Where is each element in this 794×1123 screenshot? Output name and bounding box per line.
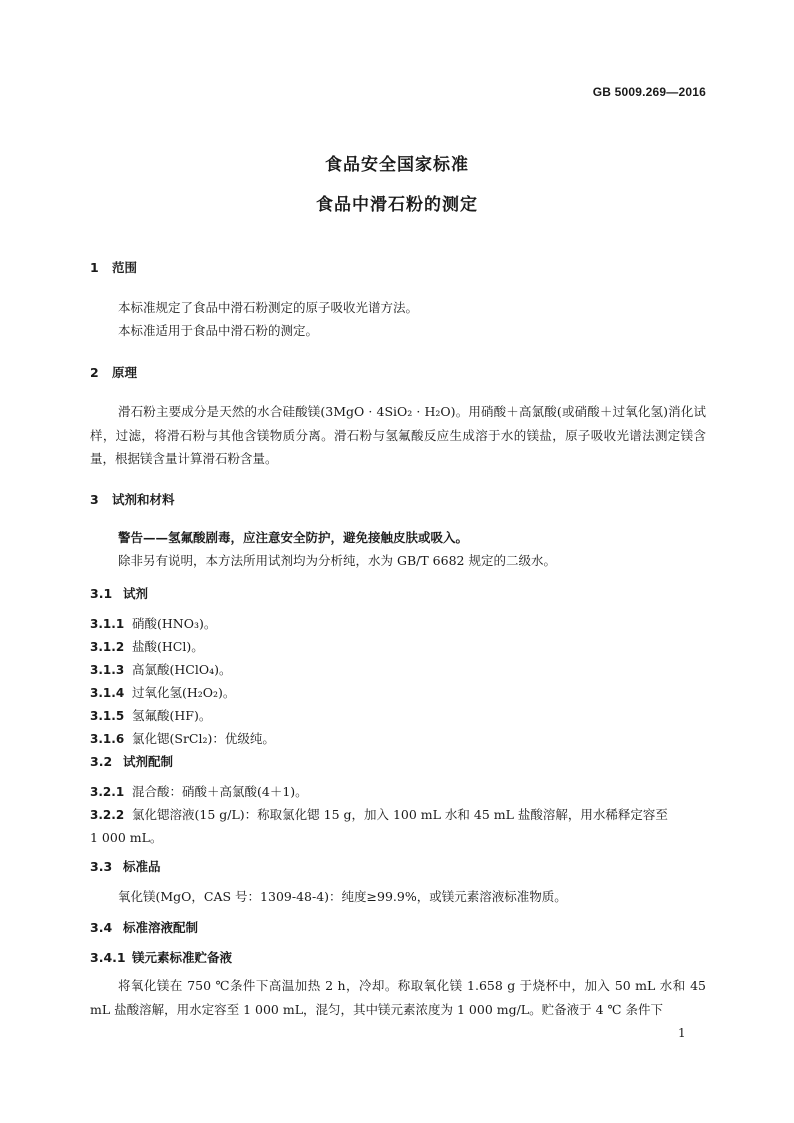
section-title: 试剂和材料	[112, 492, 175, 507]
section-number: 1	[90, 260, 99, 275]
subsection-heading-preparation	[90, 752, 173, 770]
section-number: 3	[90, 492, 99, 507]
section-heading-scope	[90, 258, 137, 276]
item-text: 硝酸(HNO₃)。	[132, 616, 217, 631]
standard-number: GB 5009.269—2016	[592, 85, 706, 99]
item-text: 氯化锶(SrCl₂)：优级纯。	[132, 731, 275, 746]
reagent-item	[90, 614, 216, 632]
subsection-number: 3.4	[90, 920, 113, 935]
section-title: 范围	[112, 260, 138, 275]
reagent-item	[90, 683, 235, 701]
subsection-number: 3.2	[90, 754, 113, 769]
subsection-heading-standard	[90, 857, 161, 875]
item-text: 过氧化氢(H₂O₂)。	[132, 685, 236, 700]
item-number: 3.1.1	[90, 617, 125, 631]
section-number: 2	[90, 365, 99, 380]
standard-material-text: 氧化镁(MgO，CAS 号：1309-48-4)：纯度≥99.9%，或镁元素溶液标准物质。	[118, 889, 567, 904]
section-heading-reagents	[90, 490, 175, 508]
reagent-item	[90, 706, 211, 724]
reagent-item	[90, 637, 204, 655]
scope-line-2: 本标准适用于食品中滑石粉的测定。	[118, 323, 319, 338]
preparation-item	[90, 805, 668, 823]
principle-paragraph: 滑石粉主要成分是天然的水合硅酸镁(3MgO · 4SiO₂ · H₂O)。用硝酸＋高氯酸(或硝酸＋过氧化氢)消化试样，过滤，将滑石粉与其他含镁物质分离。滑石粉与氢氟酸反应生成溶于水的镁盐，原子吸收光谱法测定镁含量，根据镁含量计算滑石粉含量。	[90, 404, 706, 466]
subsection-number: 3.1	[90, 586, 113, 601]
item-number: 3.1.3	[90, 663, 125, 677]
subsection-heading-standard-solution	[90, 918, 198, 936]
item-text: 高氯酸(HClO₄)。	[132, 662, 232, 677]
item-number: 3.2.1	[90, 785, 125, 799]
page-number: 1	[678, 1026, 686, 1040]
subsubsection-heading-stock-solution	[90, 948, 232, 966]
subsection-number: 3.3	[90, 859, 113, 874]
item-text: 氯化锶溶液(15 g/L)：称取氯化锶 15 g，加入 100 mL 水和 45 mL 盐酸溶解，用水稀释定容至	[132, 807, 668, 822]
document-subtitle: 食品中滑石粉的测定	[316, 195, 478, 215]
document-title: 食品安全国家标准	[325, 155, 469, 175]
section-title: 原理	[112, 365, 138, 380]
subsubsection-number: 3.4.1	[90, 950, 126, 965]
preparation-item-continuation: 1 000 mL。	[90, 830, 163, 845]
subsection-title: 标准溶液配制	[123, 920, 199, 935]
item-text: 盐酸(HCl)。	[132, 639, 204, 654]
subsection-title: 试剂配制	[123, 754, 174, 769]
section-heading-principle	[90, 363, 137, 381]
item-text: 混合酸：硝酸＋高氯酸(4＋1)。	[132, 784, 308, 799]
subsection-title: 标准品	[123, 859, 161, 874]
subsection-heading-reagents	[90, 584, 148, 602]
item-number: 3.1.4	[90, 686, 125, 700]
reagent-note: 除非另有说明，本方法所用试剂均为分析纯，水为 GB/T 6682 规定的二级水。	[118, 553, 556, 568]
preparation-item	[90, 782, 308, 800]
reagent-item	[90, 729, 275, 747]
warning-text: 警告——氢氟酸剧毒，应注意安全防护，避免接触皮肤或吸入。	[118, 530, 469, 545]
item-number: 3.2.2	[90, 808, 125, 822]
reagent-item	[90, 660, 231, 678]
item-number: 3.1.5	[90, 709, 125, 723]
subsubsection-title: 镁元素标准贮备液	[132, 950, 233, 965]
item-text: 氢氟酸(HF)。	[132, 708, 212, 723]
scope-line-1: 本标准规定了食品中滑石粉测定的原子吸收光谱方法。	[118, 300, 419, 315]
stock-solution-paragraph: 将氧化镁在 750 ℃条件下高温加热 2 h，冷却。称取氧化镁 1.658 g 于烧杯中，加入 50 mL 水和 45 mL 盐酸溶解，用水定容至 1 000 mL，混匀，其中镁元素浓度为 1 000 mg/L。贮备液于 4 ℃ 条件下	[90, 978, 706, 1017]
item-number: 3.1.2	[90, 640, 125, 654]
item-number: 3.1.6	[90, 732, 125, 746]
subsection-title: 试剂	[123, 586, 149, 601]
